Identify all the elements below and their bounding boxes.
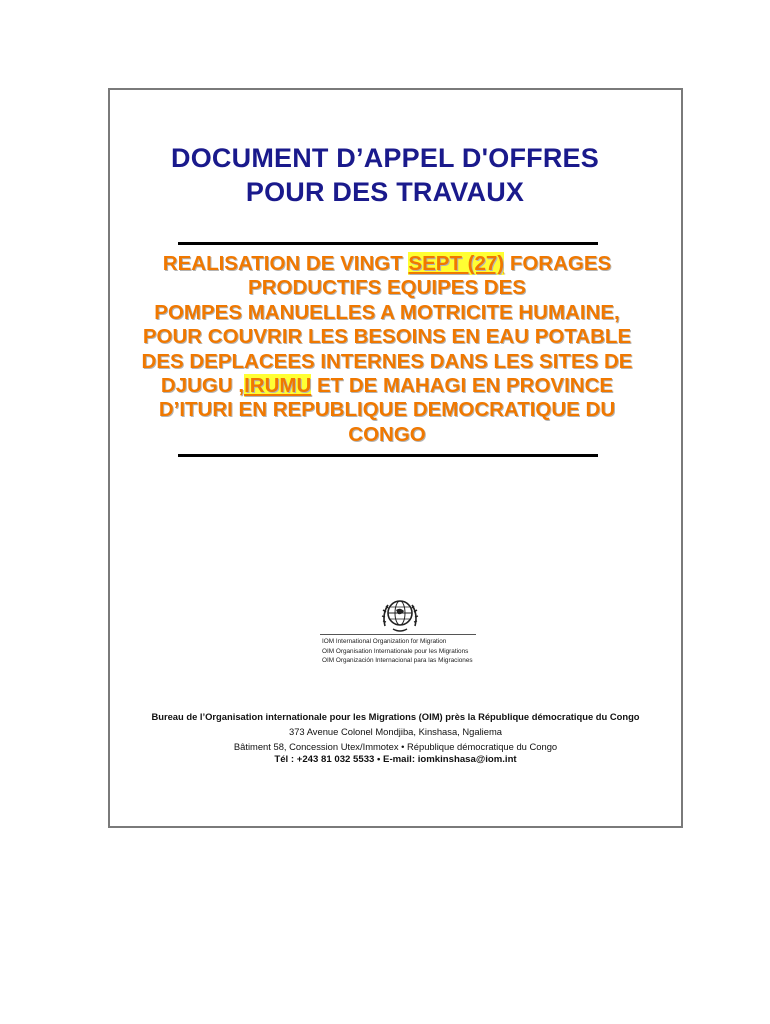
subtitle-line4: POUR COUVRIR LES BESOINS EN EAU POTABLE [142, 325, 632, 349]
office-contact: Tél : +243 81 032 5533 • E-mail: iomkinshasa@iom.int [274, 754, 517, 765]
org-name-english: IOM International Organization for Migration [322, 638, 447, 645]
highlighted-site: IRUMU [244, 374, 312, 398]
title-divider-bottom [178, 454, 598, 457]
subtitle-line6-start: DJUGU , [160, 374, 245, 398]
subtitle-line8: CONGO [348, 422, 426, 446]
office-building: Bâtiment 58, Concession Utex/Immotex • République démocratique du Congo [233, 741, 558, 752]
subtitle-line1-start: REALISATION DE VINGT [162, 252, 409, 275]
subtitle-line3: POMPES MANUELLES A MOTRICITE HUMAINE, [154, 300, 620, 324]
project-description [100, 252, 674, 447]
subtitle-line6 [100, 374, 674, 398]
subtitle-line5: DES DEPLACEES INTERNES DANS LES SITES DE [141, 349, 633, 373]
highlighted-count: SEPT (27) [408, 252, 505, 275]
subtitle-line2: PRODUCTIFS EQUIPES DES [248, 276, 526, 300]
subtitle-line6-end: ET DE MAHAGI EN PROVINCE [311, 374, 614, 398]
org-name-spanish: OIM Organización Internacional para las Migraciones [322, 657, 473, 664]
document-title-line2: POUR DES TRAVAUX [245, 177, 525, 207]
organization-names [322, 637, 492, 666]
title-divider-top [178, 242, 598, 245]
iom-globe-logo-icon [379, 596, 421, 634]
office-address: 373 Avenue Colonel Mondjiba, Kinshasa, Ngaliema [289, 726, 502, 737]
document-title-line1: DOCUMENT D’APPEL D'OFFRES [171, 143, 599, 173]
subtitle-line1 [100, 252, 674, 276]
subtitle-line1-end: FORAGES [504, 252, 612, 275]
org-name-french: OIM Organisation Internationale pour les Migrations [322, 647, 469, 655]
subtitle-line7: D’ITURI EN REPUBLIQUE DEMOCRATIQUE DU [158, 398, 616, 422]
logo-divider [320, 634, 476, 635]
office-name: Bureau de l’Organisation internationale pour les Migrations (OIM) près la République démocratique du Congo [151, 711, 640, 722]
